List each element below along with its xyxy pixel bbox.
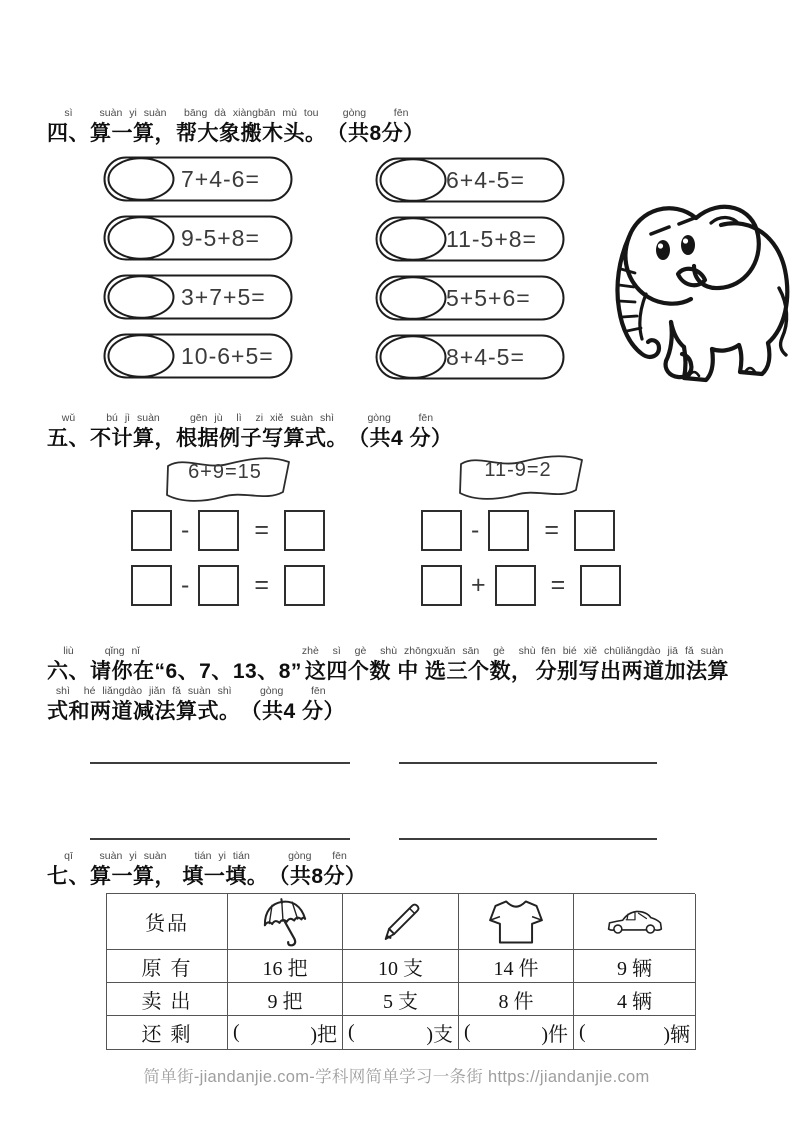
log-equation — [103, 156, 293, 202]
table-header-cell — [228, 894, 343, 950]
pinyin: qǐng nǐ — [104, 645, 140, 657]
title-text: 不计算， — [90, 427, 176, 450]
operator: + — [471, 571, 486, 599]
open-paren: ( — [233, 1021, 240, 1043]
title-segment — [241, 685, 346, 725]
umbrella-icon — [260, 896, 310, 948]
title-text: 分别写出两道加法算 — [535, 660, 730, 683]
title-line-2 — [47, 685, 729, 725]
pinyin: gòng fēn — [259, 685, 326, 697]
equals-sign: = — [550, 571, 566, 599]
equation-text: 10-6+5= — [181, 343, 274, 369]
table-fill-cell — [459, 1016, 574, 1050]
title-segment — [176, 107, 327, 147]
table-cell: 10 支 — [343, 950, 459, 983]
operator: - — [181, 571, 190, 599]
title-text: 算一算， — [90, 122, 176, 145]
answer-box — [284, 510, 325, 551]
title-segment — [327, 107, 425, 147]
title-text: 式和两道减法算式。 — [47, 700, 241, 723]
footer-watermark: 简单街-jiandanjie.com-学科网简单学习一条街 https://jiandanjie.com — [143, 1068, 650, 1086]
title-segment — [176, 412, 348, 452]
log-equation — [375, 275, 565, 321]
title-segment — [348, 412, 453, 452]
table-fill-cell — [574, 1016, 696, 1050]
title-text: 四、 — [47, 122, 90, 145]
pinyin: sì — [64, 107, 73, 119]
section-7-title — [47, 850, 367, 890]
open-paren: ( — [579, 1021, 586, 1043]
example-banner — [455, 450, 587, 502]
table-cell: 4 辆 — [574, 983, 696, 1016]
pinyin: gòng fēn — [367, 412, 434, 424]
pinyin: suàn yi suàn — [99, 107, 167, 119]
close-paren-unit: )件 — [541, 1024, 568, 1046]
log-equation — [103, 274, 293, 320]
equation-text: 3+7+5= — [181, 284, 266, 310]
table-fill-cell — [228, 1016, 343, 1050]
title-text: （共8分） — [268, 865, 367, 888]
table-header-cell — [343, 894, 459, 950]
equation-text: 7+4-6= — [181, 166, 260, 192]
pinyin: tián yi tián — [194, 850, 250, 862]
title-text: 五、 — [47, 427, 90, 450]
section-4-title — [47, 107, 425, 147]
equation-text: 9-5+8= — [181, 225, 260, 251]
pinyin: fēn bié xiě chūliǎngdào jiā fǎ suàn — [541, 645, 724, 657]
elephant-illustration — [593, 173, 793, 391]
table-cell: 9 把 — [228, 983, 343, 1016]
title-segment — [536, 645, 730, 685]
close-paren-unit: )辆 — [663, 1024, 690, 1046]
pencil-icon — [378, 899, 424, 945]
example-banner — [162, 452, 294, 504]
table-corner-label: 货品 — [107, 894, 228, 950]
title-segment — [47, 645, 90, 685]
table-row-label: 卖 出 — [107, 983, 228, 1016]
answer-box — [421, 510, 462, 551]
title-segment — [47, 850, 90, 890]
title-text: （共4 分） — [240, 700, 346, 723]
answer-box — [131, 510, 172, 551]
pinyin: gòng fēn — [342, 107, 409, 119]
answer-box — [284, 565, 325, 606]
answer-box — [198, 510, 239, 551]
title-text: “6、7、13、8” — [154, 660, 302, 683]
table-header-cell — [574, 894, 696, 950]
answer-box — [131, 565, 172, 606]
title-text: 六、 — [47, 660, 90, 683]
pinyin: bāng dà xiàngbān mù tou — [183, 107, 319, 119]
answer-line — [90, 762, 350, 764]
log-equation — [375, 157, 565, 203]
table-cell: 14 件 — [459, 950, 574, 983]
open-paren: ( — [348, 1021, 355, 1043]
answer-line — [399, 762, 657, 764]
operator: - — [181, 516, 190, 544]
pinyin: qī — [64, 850, 73, 862]
equation-boxes-row — [421, 565, 621, 606]
title-segment — [90, 645, 155, 685]
equation-text: 8+4-5= — [446, 344, 525, 370]
pinyin: wǔ — [61, 412, 76, 424]
car-icon — [606, 906, 664, 938]
equation-boxes-row — [131, 510, 325, 551]
open-paren: ( — [464, 1021, 471, 1043]
log-equation — [375, 334, 565, 380]
equals-sign: = — [544, 516, 559, 544]
table-cell: 8 件 — [459, 983, 574, 1016]
equation-boxes-row — [131, 565, 325, 606]
goods-table — [106, 893, 695, 1050]
title-segment — [90, 850, 176, 890]
log-equation — [103, 333, 293, 379]
title-text: 帮大象搬木头。 — [176, 122, 327, 145]
title-text: 算一算， — [90, 865, 176, 888]
log-equation — [375, 216, 565, 262]
title-line-1 — [47, 645, 729, 685]
table-row-label: 还 剩 — [107, 1016, 228, 1050]
title-text: 请你在 — [90, 660, 155, 683]
title-segment — [268, 850, 366, 890]
pinyin: bú jì suàn — [106, 412, 160, 424]
pinyin: gēn jù lì zi xiě suàn shì — [189, 412, 335, 424]
answer-box — [421, 565, 462, 606]
pinyin: suàn yi suàn — [99, 850, 167, 862]
table-cell: 5 支 — [343, 983, 459, 1016]
title-segment — [47, 107, 90, 147]
title-segment — [155, 658, 302, 685]
example-equation: 6+9=15 — [188, 461, 262, 483]
table-row-label: 原 有 — [107, 950, 228, 983]
title-text: 根据例子写算式。 — [176, 427, 348, 450]
example-equation: 11-9=2 — [484, 459, 552, 481]
section-6-title — [47, 645, 729, 725]
section-5-title — [47, 412, 453, 452]
table-fill-cell — [343, 1016, 459, 1050]
answer-line — [399, 838, 657, 840]
table-cell: 16 把 — [228, 950, 343, 983]
pinyin: zhè sì gè shù zhōngxuǎn sān gè shù — [301, 645, 536, 657]
title-text: 七、 — [47, 865, 90, 888]
title-text: （共4 分） — [348, 427, 453, 450]
equation-boxes-row — [421, 510, 615, 551]
title-segment — [47, 412, 90, 452]
title-text: 这四个数 中 选三个数， — [304, 660, 533, 683]
answer-box — [580, 565, 621, 606]
log-equation — [103, 215, 293, 261]
operator: - — [471, 516, 480, 544]
title-segment — [90, 107, 176, 147]
answer-box — [198, 565, 239, 606]
pinyin: shì hé liǎngdào jiǎn fǎ suàn shì — [55, 685, 232, 697]
title-segment — [302, 645, 536, 685]
answer-box — [495, 565, 536, 606]
answer-line — [90, 838, 350, 840]
equation-text: 11-5+8= — [446, 226, 537, 252]
title-segment — [47, 685, 241, 725]
equation-text: 6+4-5= — [446, 167, 525, 193]
pinyin: gòng fēn — [288, 850, 347, 862]
answer-box — [488, 510, 529, 551]
title-text: （共8分） — [326, 122, 425, 145]
title-segment — [176, 850, 268, 890]
t-shirt-icon — [488, 897, 544, 947]
title-text: 填一填。 — [176, 865, 269, 888]
equation-text: 5+5+6= — [446, 285, 531, 311]
pinyin: liù — [63, 645, 74, 657]
equals-sign: = — [254, 571, 269, 599]
table-cell: 9 辆 — [574, 950, 696, 983]
answer-box — [574, 510, 615, 551]
table-header-cell — [459, 894, 574, 950]
close-paren-unit: )支 — [426, 1024, 453, 1046]
close-paren-unit: )把 — [310, 1024, 337, 1046]
title-segment — [90, 412, 176, 452]
equals-sign: = — [254, 516, 269, 544]
